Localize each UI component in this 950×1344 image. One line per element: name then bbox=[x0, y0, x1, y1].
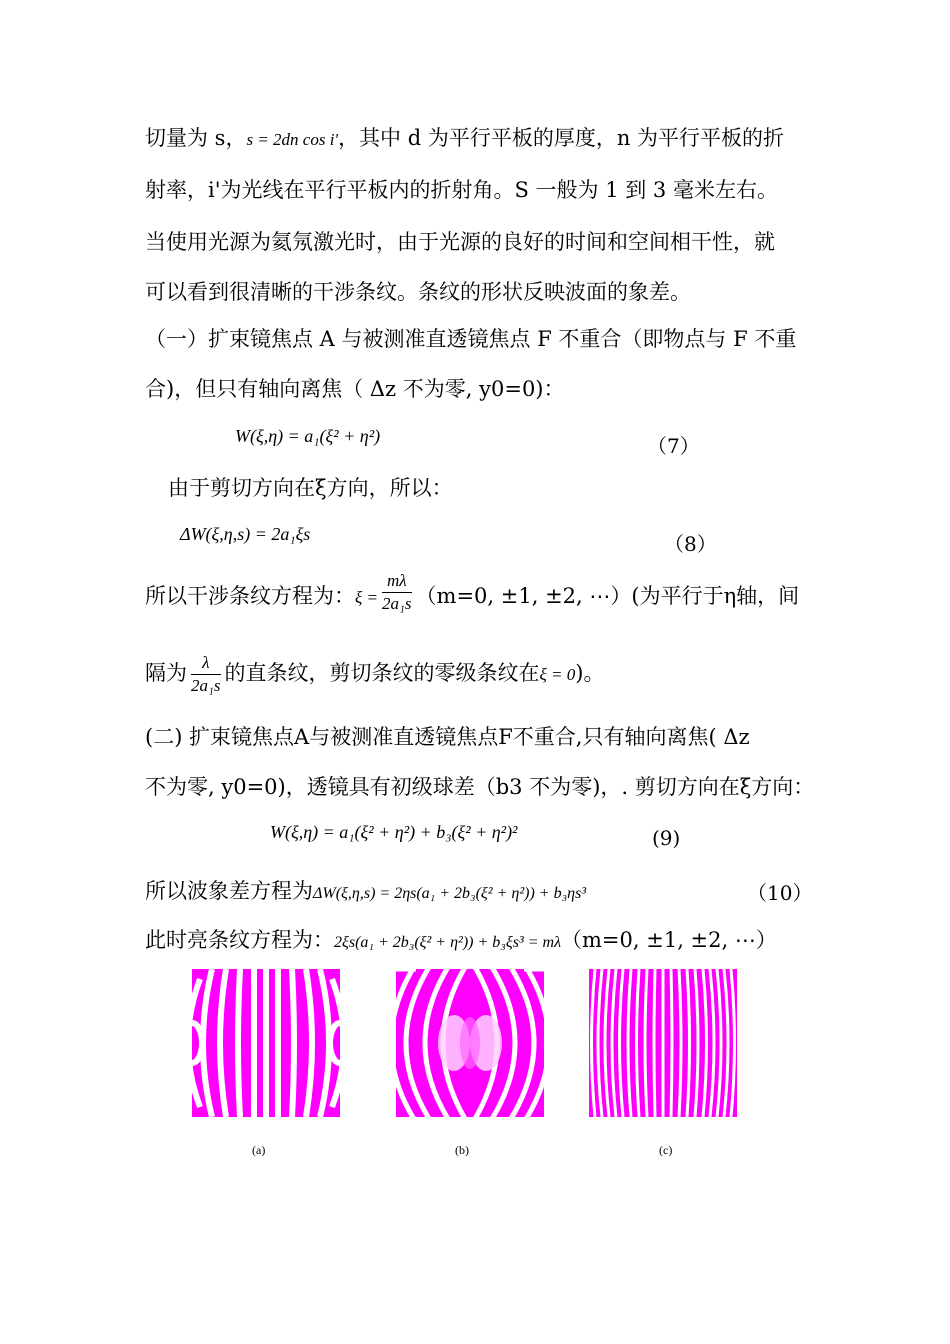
equation-9-number: (9) bbox=[652, 826, 681, 850]
text-run: （m=0, ±1, ±2, ⋯）(为平行于η轴，间 bbox=[415, 584, 800, 608]
fringe-spacing-line bbox=[145, 652, 605, 697]
fraction-numerator: λ bbox=[191, 652, 221, 675]
text-run: 此时亮条纹方程为： bbox=[145, 928, 334, 952]
text-run: （m=0, ±1, ±2, ⋯） bbox=[561, 928, 777, 952]
equation-7-number: （7） bbox=[647, 434, 700, 458]
fraction-numerator: mλ bbox=[382, 570, 412, 593]
fringe-figure-b bbox=[396, 969, 544, 1117]
wave-aberration-line bbox=[145, 877, 586, 908]
equation-8-number: （8） bbox=[664, 532, 717, 556]
text-run: 切量为 s， bbox=[145, 126, 247, 150]
fringe-equation-line bbox=[145, 571, 800, 615]
text-run: 所以波象差方程为 bbox=[145, 879, 313, 903]
paragraph-line-1 bbox=[145, 124, 784, 154]
equation-7: W(ξ,η) = a₁(ξ² + η²) bbox=[235, 426, 381, 446]
equation-10: ΔW(ξ,η,s) = 2ηs(a₁ + 2b₃(ξ² + η²)) + b₃ηs³ bbox=[313, 885, 587, 902]
spacing-fraction bbox=[191, 652, 221, 697]
paragraph-line-2: 射率，i'为光线在平行平板内的折射角。S 一般为 1 到 3 毫米左右。 bbox=[145, 178, 778, 202]
section1-heading-line-2: 合)，但只有轴向离焦（ Δz 不为零, y0=0)： bbox=[145, 377, 565, 401]
figure-caption-c: (c) bbox=[659, 1143, 673, 1157]
fringe-fraction bbox=[382, 570, 412, 615]
text-run: 隔为 bbox=[145, 661, 187, 685]
equation-10-number: （10） bbox=[747, 881, 813, 905]
figure-caption-b: (b) bbox=[455, 1143, 469, 1157]
equation-11: 2ξs(a₁ + 2b₃(ξ² + η²)) + b₃ξs³ = mλ bbox=[334, 934, 562, 951]
figure-caption-a: (a) bbox=[252, 1143, 266, 1157]
equation-8: ΔW(ξ,η,s) = 2a₁ξs bbox=[180, 524, 311, 544]
text-run: )。 bbox=[575, 661, 605, 685]
shear-direction-text: 由于剪切方向在ξ方向，所以： bbox=[168, 476, 453, 500]
inline-formula-zero: ξ = 0 bbox=[539, 665, 576, 684]
paragraph-line-4: 可以看到很清晰的干涉条纹。条纹的形状反映波面的象差。 bbox=[145, 280, 691, 304]
section2-heading-line-1: (二) 扩束镜焦点A与被测准直透镜焦点F不重合,只有轴向离焦( Δz bbox=[145, 725, 750, 749]
fraction-denominator: 2a₁s bbox=[382, 594, 412, 613]
section1-heading-line-1: （一）扩束镜焦点 A 与被测准直透镜焦点 F 不重合（即物点与 F 不重 bbox=[145, 327, 797, 351]
text-run: ，其中 d 为平行平板的厚度，n 为平行平板的折 bbox=[338, 126, 785, 150]
paragraph-line-3: 当使用光源为氦氖激光时，由于光源的良好的时间和空间相干性，就 bbox=[145, 230, 775, 254]
text-run: 的直条纹，剪切条纹的零级条纹在 bbox=[224, 661, 540, 685]
inline-formula-shear: s = 2dn cos i' bbox=[246, 130, 339, 149]
bright-fringe-line bbox=[145, 926, 777, 957]
fringe-figure-a bbox=[192, 969, 340, 1117]
fraction-denominator: 2a₁s bbox=[191, 676, 221, 695]
section2-heading-line-2: 不为零, y0=0)，透镜具有初级球差（b3 不为零)，. 剪切方向在ξ方向： bbox=[145, 775, 815, 799]
text-run: 所以干涉条纹方程为： bbox=[145, 584, 355, 608]
fringe-lhs: ξ = bbox=[355, 588, 379, 607]
fringe-figure-c bbox=[589, 969, 737, 1117]
equation-9: W(ξ,η) = a₁(ξ² + η²) + b₃(ξ² + η²)² bbox=[270, 822, 518, 842]
